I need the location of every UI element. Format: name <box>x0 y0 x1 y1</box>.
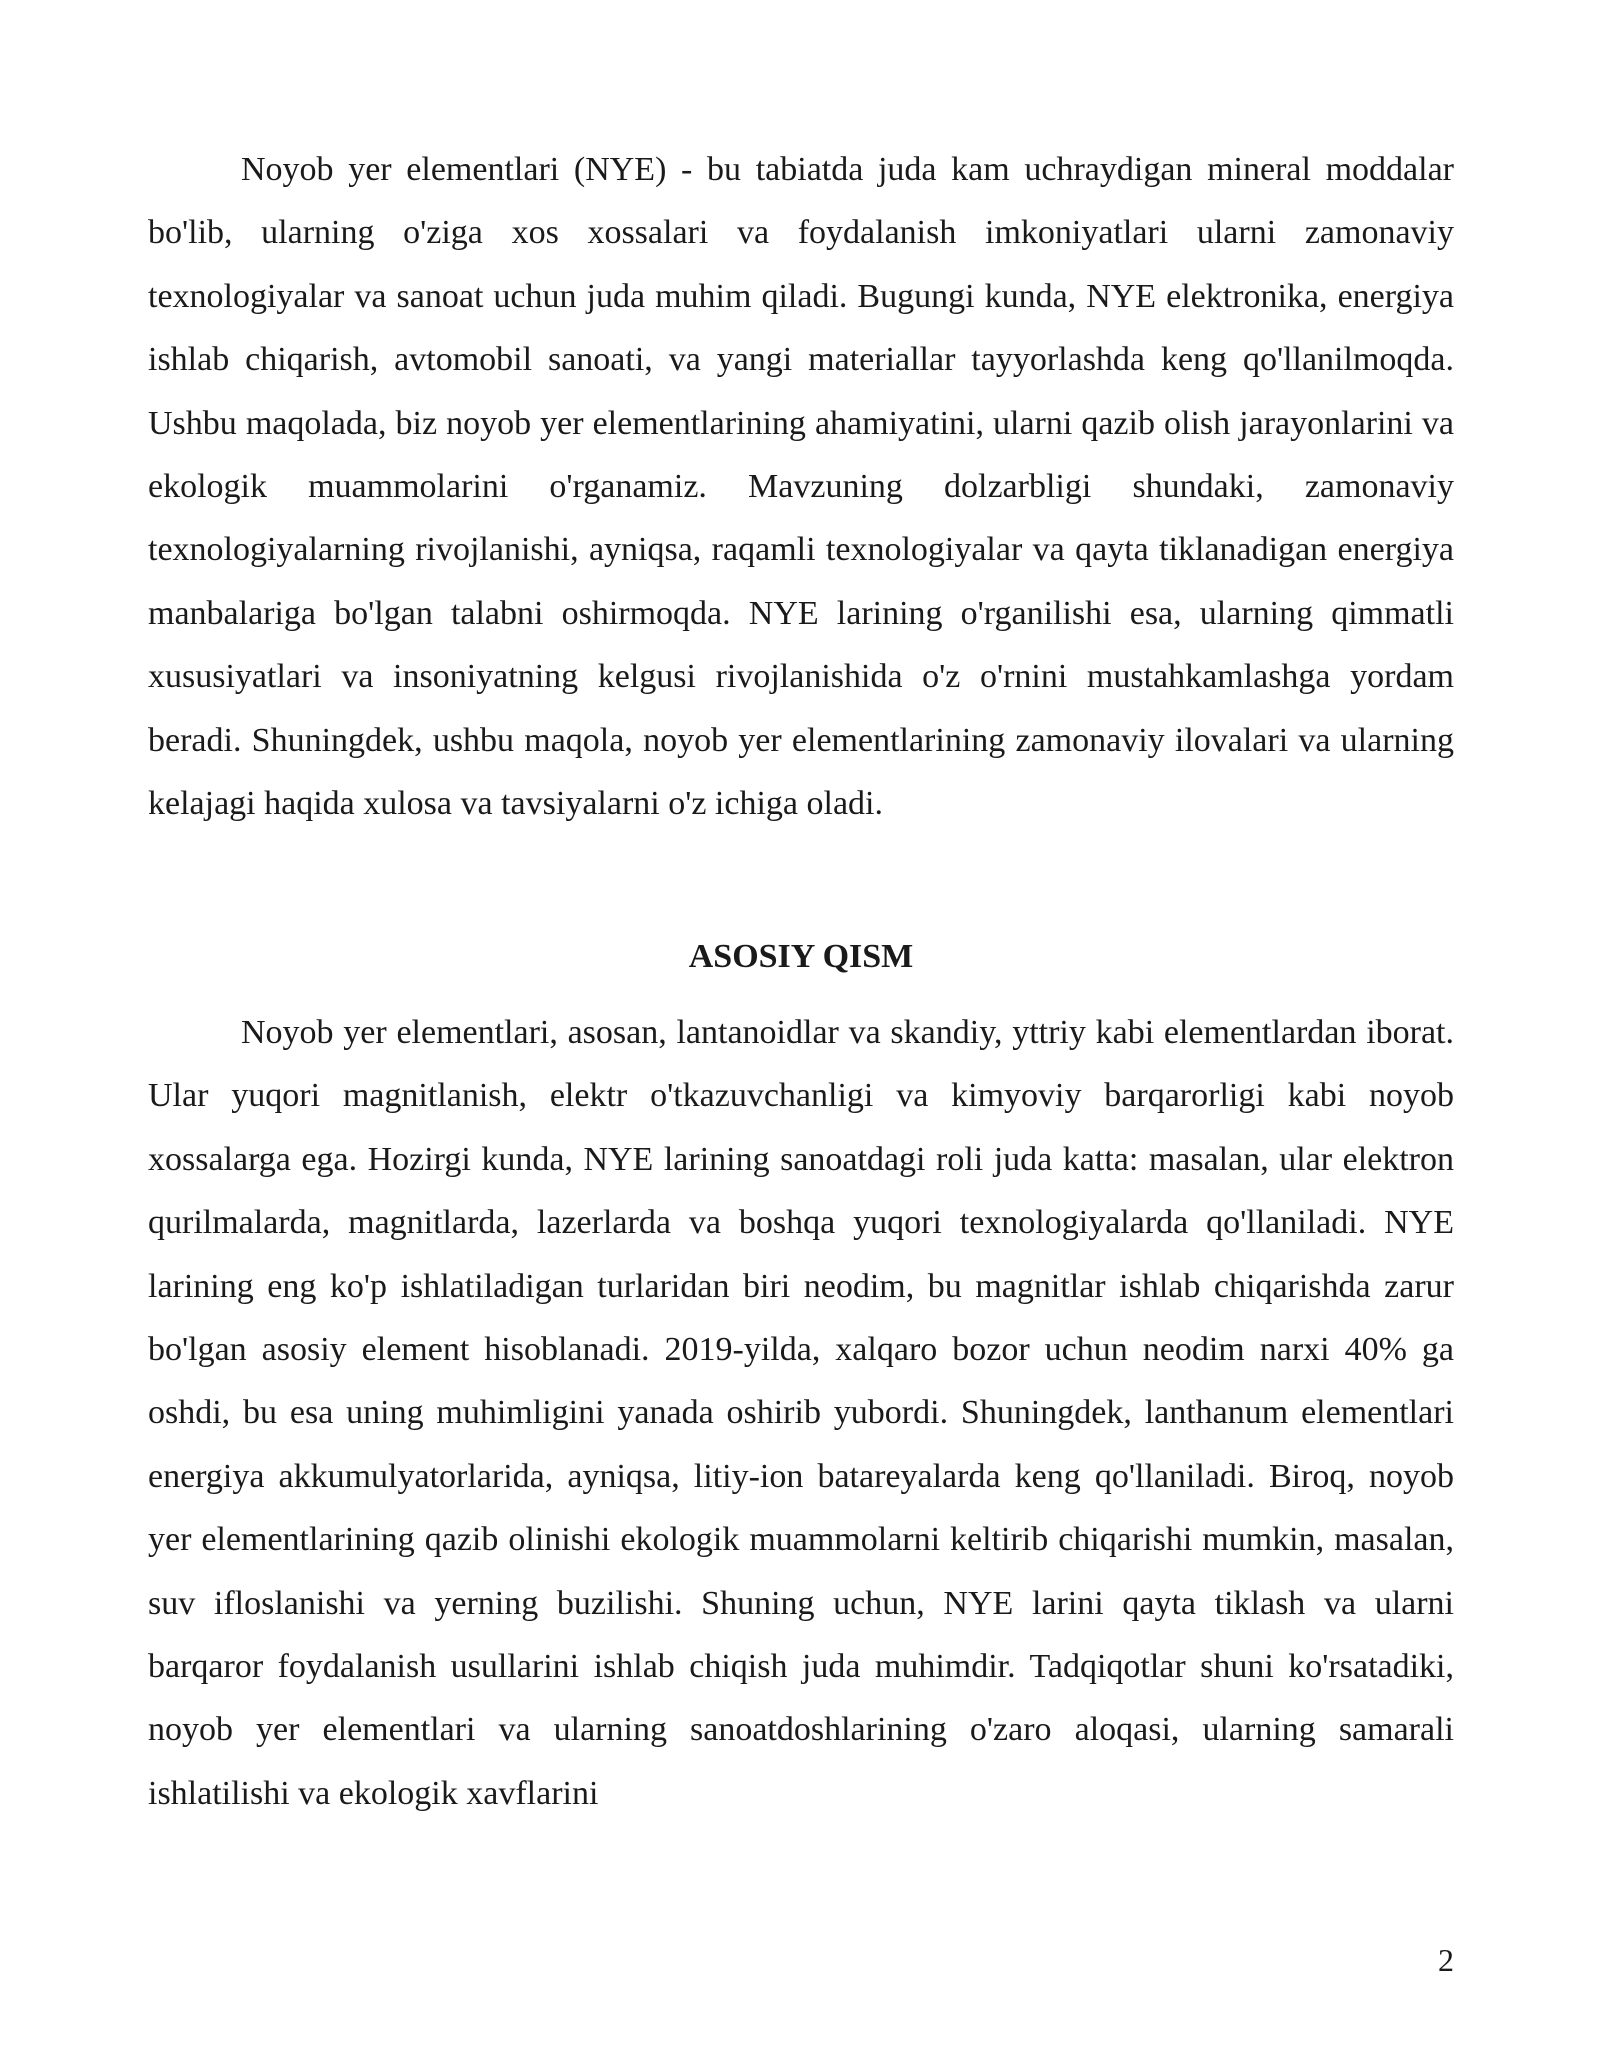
intro-paragraph-text: Noyob yer elementlari (NYE) - bu tabiatda juda kam uchraydigan mineral moddalar bo'lib, ularning o'ziga xos xossalari va foydalanish imkoniyatlari ularni zamonaviy texnologiyalar va sanoat uchun juda muhim qiladi. Bugungi kunda, NYE elektronika, energiya ishlab chiqarish, avtomobil sanoati, va yangi materiallar tayyorlashda keng qo'llanilmoqda. Ushbu maqolada, biz noyob yer elementlarining ahamiyatini, ularni qazib olish jarayonlarini va ekologik muammolarini o'rganamiz. Mavzuning dolzarbligi shundaki, zamonaviy texnologiyalarning rivojlanishi, ayniqsa, raqamli texnologiyalar va qayta tiklanadigan energiya manbalariga bo'lgan talabni oshirmoqda. NYE larining o'rganilishi esa, ularning qimmatli xususiyatlari va insoniyatning kelgusi rivojlanishida o'z o'rnini mustahkamlashga yordam beradi. Shuningdek, ushbu maqola, noyob yer elementlarining zamonaviy ilovalari va ularning kelajagi haqida xulosa va tavsiyalarni o'z ichiga oladi. <box>148 151 1454 823</box>
body-paragraph <box>148 1001 1454 1825</box>
section-heading: ASOSIY QISM <box>688 938 914 975</box>
page-number: 2 <box>1438 1942 1454 1978</box>
body-paragraph-text: Noyob yer elementlari, asosan, lantanoidlar va skandiy, yttriy kabi elementlardan iborat. Ular yuqori magnitlanish, elektr o'tkazuvchanligi va kimyoviy barqarorligi kabi noyob xossalarga ega. Hozirgi kunda, NYE larining sanoatdagi roli juda katta: masalan, ular elektron qurilmalarda, magnitlarda, lazerlarda va boshqa yuqori texnologiyalarda qo'llaniladi. NYE larining eng ko'p ishlatiladigan turlaridan biri neodim, bu magnitlar ishlab chiqarishda zarur bo'lgan asosiy element hisoblanadi. 2019-yilda, xalqaro bozor uchun neodim narxi 40% ga oshdi, bu esa uning muhimligini yanada oshirib yubordi. Shuningdek, lanthanum elementlari energiya akkumulyatorlarida, ayniqsa, litiy-ion batareyalarda keng qo'llaniladi. Biroq, noyob yer elementlarining qazib olinishi ekologik muammolarni keltirib chiqarishi mumkin, masalan, suv ifloslanishi va yerning buzilishi. Shuning uchun, NYE larini qayta tiklash va ularni barqaror foydalanish usullarini ishlab chiqish juda muhimdir. Tadqiqotlar shuni ko'rsatadiki, noyob yer elementlari va ularning sanoatdoshlarining o'zaro aloqasi, ularning samarali ishlatilishi va ekologik xavflarini <box>148 1014 1454 1812</box>
intro-paragraph <box>148 138 1454 835</box>
